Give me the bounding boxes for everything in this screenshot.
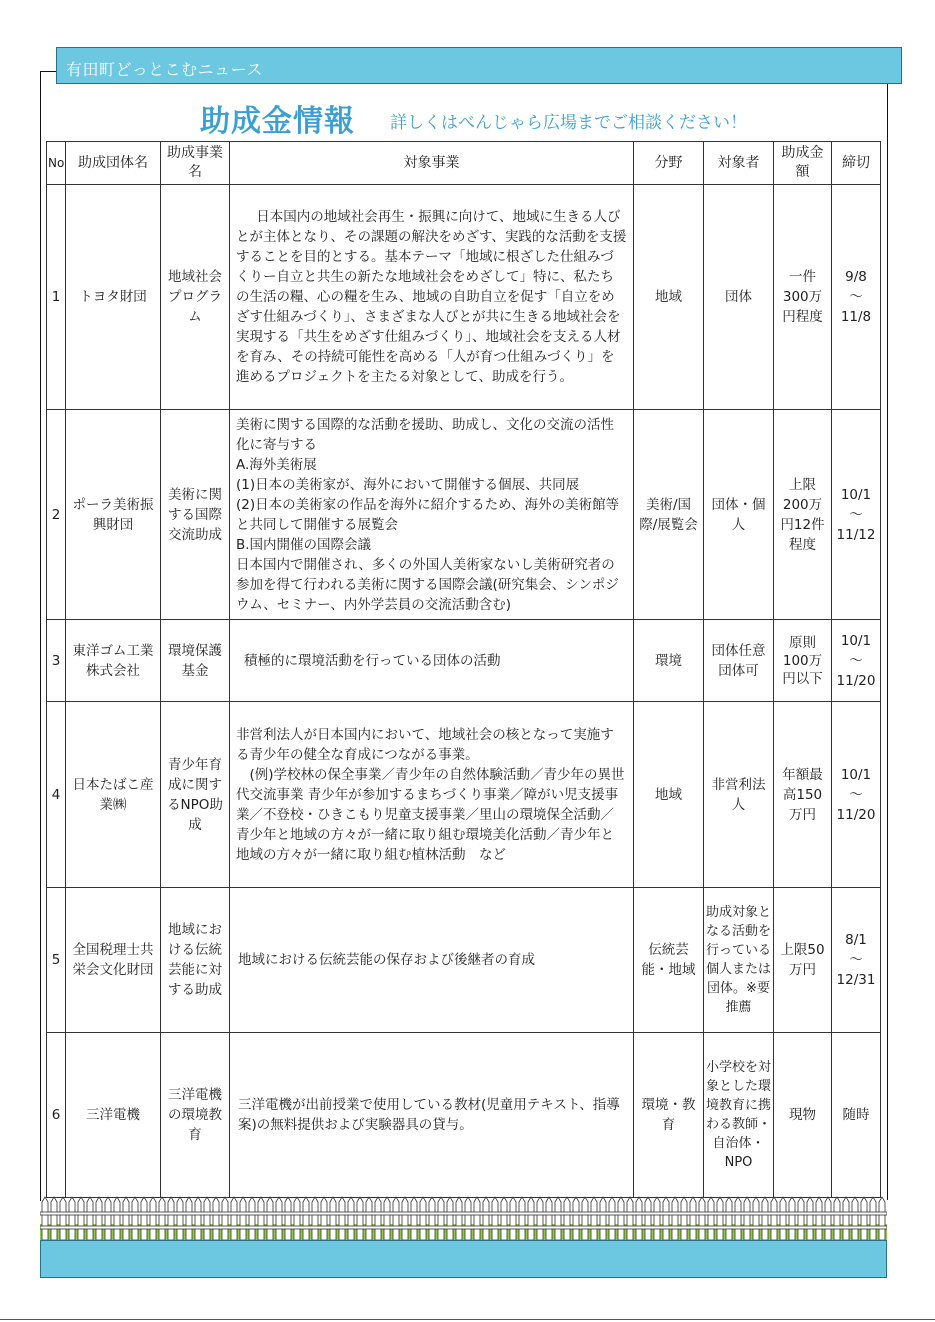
fence-picket [447, 1197, 453, 1240]
deadline-sep: ～ [849, 952, 863, 968]
fence-picket [195, 1197, 201, 1240]
fence-picket [186, 1197, 192, 1240]
row-program: 三洋電機の環境教育 [161, 1033, 230, 1198]
desc-line: A.海外美術展 [236, 456, 317, 473]
fence-picket [384, 1197, 390, 1240]
header-field: 分野 [634, 142, 704, 185]
deadline-sep: ～ [849, 506, 863, 523]
footer-banner [40, 1240, 887, 1278]
fence-picket [366, 1197, 372, 1240]
fence-picket [483, 1197, 489, 1240]
header-program: 助成事業名 [161, 142, 230, 185]
deadline-end: 11/12 [836, 526, 876, 543]
fence-picket [816, 1197, 822, 1240]
fence-picket [519, 1197, 525, 1240]
fence-picket [780, 1197, 786, 1240]
fence-picket [465, 1197, 471, 1240]
fence-picket [681, 1197, 687, 1240]
row-eligible: 非営利法人 [704, 702, 774, 888]
fence-picket [339, 1197, 345, 1240]
fence-picket [699, 1197, 705, 1240]
fence-picket [609, 1197, 615, 1240]
header-target: 対象事業 [230, 142, 634, 185]
row-no: 6 [47, 1033, 66, 1198]
fence-picket [672, 1197, 678, 1240]
row-description: 地域における伝統芸能の保存および後継者の育成 [230, 888, 634, 1033]
fence-picket [402, 1197, 408, 1240]
row-description [230, 410, 634, 620]
fence-picket [438, 1197, 444, 1240]
fence-picket [771, 1197, 777, 1240]
row-org: 東洋ゴム工業株式会社 [66, 620, 161, 702]
row-org: 全国税理士共栄会文化財団 [66, 888, 161, 1033]
table-row [47, 888, 881, 1033]
fence-picket [60, 1197, 66, 1240]
fence-picket [528, 1197, 534, 1240]
row-eligible: 団体・個人 [704, 410, 774, 620]
fence-picket [474, 1197, 480, 1240]
row-program: 地域における伝統芸能に対する助成 [161, 888, 230, 1033]
row-field: 伝統芸能・地域 [634, 888, 704, 1033]
row-org: ポーラ美術振興財団 [66, 410, 161, 620]
desc-line: 非営利法人が日本国内において、地域社会の核となって実施する青少年の健全な育成につながる事業。 [236, 726, 614, 763]
fence-picket [870, 1197, 876, 1240]
fence-picket [321, 1197, 327, 1240]
desc-line: 美術に関する国際的な活動を援助、助成し、文化の交流の活性化に寄与する [236, 416, 614, 453]
deadline-end: 11/8 [840, 309, 872, 325]
fence-picket [96, 1197, 102, 1240]
row-eligible: 団体任意団体可 [704, 620, 774, 702]
row-eligible: 小学校を対象とした環境教育に携わる教師・自治体・NPO [704, 1033, 774, 1198]
fence-picket [393, 1197, 399, 1240]
fence-picket [636, 1197, 642, 1240]
desc-line: (例)学校林の保全事業／青少年の自然体験活動／青少年の異世代交流事業 青少年が参加するまちづくり事業／障がい児支援事業／不登校・ひきこもり児童支援事業／里山の環境保全活動／青少年と地域の方々が一緒に取り組む環境美化活動／青少年と地域の方々が一緒に取り組む植林活動 など [236, 766, 625, 863]
table-row [47, 410, 881, 620]
fence-picket [87, 1197, 93, 1240]
fence-picket [546, 1197, 552, 1240]
row-description: 三洋電機が出前授業で使用している教材(児童用テキスト、指導案)の無料提供および実験器具の貸与。 [230, 1033, 634, 1198]
row-description [230, 702, 634, 888]
fence-picket [105, 1197, 111, 1240]
row-eligible: 団体 [704, 185, 774, 410]
fence-picket [78, 1197, 84, 1240]
fence-picket [456, 1197, 462, 1240]
row-program: 青少年育成に関するNPO助成 [161, 702, 230, 888]
row-deadline [832, 702, 881, 888]
row-eligible: 助成対象となる活動を行っている個人または団体。※要推薦 [704, 888, 774, 1033]
table-row [47, 1033, 881, 1198]
row-no: 5 [47, 888, 66, 1033]
row-description: 日本国内の地域社会再生・振興に向けて、地域に生きる人びとが主体となり、その課題の解決をめざす、実践的な活動を支援することを目的とする。基本テーマ「地域に根ざした仕組みづくりー自立と共生の新たな地域社会をめざして」特に、私たちの生活の糧、心の糧を生み、地域の自助自立を促す「自立をめざす仕組みづくり」、さまざまな人びとが共に生きる地域社会を実現する「共生をめざす仕組みづくり」、地域社会を支える人材を育み、その持続可能性を高める「人が育つ仕組みづくり」を進めるプロジェクトを主たる対象として、助成を行う。 [230, 185, 634, 410]
fence-picket [294, 1197, 300, 1240]
header-no: No [47, 142, 66, 185]
row-deadline [832, 1033, 881, 1198]
row-deadline [832, 620, 881, 702]
deadline-start: 9/8 [845, 269, 867, 285]
fence-picket [231, 1197, 237, 1240]
desc-line: (2)日本の美術家の作品を海外に紹介するため、海外の美術館等と共同して開催する展覧会 [236, 496, 620, 533]
fence-picket [555, 1197, 561, 1240]
row-field: 地域 [634, 702, 704, 888]
picket-fence-decoration [40, 1196, 887, 1242]
deadline-start: 随時 [842, 1107, 870, 1123]
fence-picket [753, 1197, 759, 1240]
row-no: 1 [47, 185, 66, 410]
fence-picket [564, 1197, 570, 1240]
fence-picket [420, 1197, 426, 1240]
fence-picket [357, 1197, 363, 1240]
deadline-start: 10/1 [840, 632, 872, 649]
fence-picket [843, 1197, 849, 1240]
fence-picket [654, 1197, 660, 1240]
fence-picket [852, 1197, 858, 1240]
frame-line-left [40, 71, 41, 1201]
fence-picket [249, 1197, 255, 1240]
fence-picket [411, 1197, 417, 1240]
fence-picket [132, 1197, 138, 1240]
row-amount: 上限200万円12件程度 [774, 410, 832, 620]
table-row [47, 620, 881, 702]
row-program: 地域社会プログラム [161, 185, 230, 410]
row-no: 3 [47, 620, 66, 702]
header-deadline: 締切 [832, 142, 881, 185]
table-row [47, 702, 881, 888]
header-amount: 助成金額 [774, 142, 832, 185]
fence-picket [150, 1197, 156, 1240]
desc-line: 日本国内で開催され、多くの外国人美術家ないし美術研究者の参加を得て行われる美術に関する国際会議(研究集会、シンポジウム、セミナー、内外学芸員の交流活動含む) [236, 556, 619, 613]
row-deadline [832, 888, 881, 1033]
fence-picket [69, 1197, 75, 1240]
row-program: 環境保護基金 [161, 620, 230, 702]
page-bottom-line [0, 1319, 935, 1320]
fence-picket [222, 1197, 228, 1240]
deadline-start: 8/1 [845, 932, 867, 948]
fence-picket [627, 1197, 633, 1240]
grants-table [46, 141, 881, 1198]
row-program: 美術に関する国際交流助成 [161, 410, 230, 620]
row-field: 地域 [634, 185, 704, 410]
page-title: 助成金情報 [200, 104, 355, 139]
row-no: 4 [47, 702, 66, 888]
row-deadline [832, 185, 881, 410]
row-field: 美術/国際/展覧会 [634, 410, 704, 620]
row-amount: 現物 [774, 1033, 832, 1198]
fence-picket [177, 1197, 183, 1240]
row-deadline [832, 410, 881, 620]
fence-picket [510, 1197, 516, 1240]
table-header-row [47, 142, 881, 185]
fence-picket [744, 1197, 750, 1240]
fence-picket [663, 1197, 669, 1240]
fence-picket [168, 1197, 174, 1240]
deadline-end: 12/31 [836, 972, 876, 988]
fence-picket [285, 1197, 291, 1240]
fence-picket [141, 1197, 147, 1240]
fence-picket [213, 1197, 219, 1240]
row-org: 日本たばこ産業㈱ [66, 702, 161, 888]
fence-picket [735, 1197, 741, 1240]
fence-picket [645, 1197, 651, 1240]
deadline-end: 11/20 [836, 672, 876, 689]
row-description: 積極的に環境活動を行っている団体の活動 [230, 620, 634, 702]
fence-picket [51, 1197, 57, 1240]
fence-picket [312, 1197, 318, 1240]
fence-picket [591, 1197, 597, 1240]
deadline-end: 11/20 [836, 806, 876, 823]
fence-picket [573, 1197, 579, 1240]
fence-picket [717, 1197, 723, 1240]
deadline-sep: ～ [849, 652, 863, 669]
fence-picket [42, 1197, 48, 1240]
table-row [47, 185, 881, 410]
fence-picket [303, 1197, 309, 1240]
fence-picket [879, 1197, 885, 1240]
desc-line: (1)日本の美術家が、海外において開催する個展、共同展 [236, 476, 580, 493]
deadline-sep: ～ [849, 786, 863, 803]
fence-picket [807, 1197, 813, 1240]
row-org: 三洋電機 [66, 1033, 161, 1198]
deadline-start: 10/1 [840, 766, 872, 783]
fence-picket [861, 1197, 867, 1240]
frame-line-top-left [40, 71, 57, 72]
fence-picket [159, 1197, 165, 1240]
page-subtitle: 詳しくはべんじゃら広場までご相談ください！ [390, 113, 747, 133]
fence-picket [798, 1197, 804, 1240]
fence-picket [789, 1197, 795, 1240]
fence-picket [276, 1197, 282, 1240]
fence-picket [708, 1197, 714, 1240]
deadline-start: 10/1 [840, 486, 872, 503]
fence-picket [825, 1197, 831, 1240]
fence-picket [537, 1197, 543, 1240]
fence-picket [330, 1197, 336, 1240]
row-amount: 一件300万円程度 [774, 185, 832, 410]
header-org: 助成団体名 [66, 142, 161, 185]
fence-picket [618, 1197, 624, 1240]
fence-picket [348, 1197, 354, 1240]
fence-picket [204, 1197, 210, 1240]
frame-line-right [887, 84, 888, 1200]
fence-picket [375, 1197, 381, 1240]
desc-line: B.国内開催の国際会議 [236, 536, 372, 553]
fence-picket [690, 1197, 696, 1240]
fence-picket [123, 1197, 129, 1240]
fence-picket [726, 1197, 732, 1240]
row-no: 2 [47, 410, 66, 620]
row-amount: 上限50万円 [774, 888, 832, 1033]
fence-picket [582, 1197, 588, 1240]
row-amount: 年額最高150万円 [774, 702, 832, 888]
fence-picket [600, 1197, 606, 1240]
header-eligible: 対象者 [704, 142, 774, 185]
fence-picket [258, 1197, 264, 1240]
fence-picket [501, 1197, 507, 1240]
fence-picket [240, 1197, 246, 1240]
row-amount: 原則100万円以下 [774, 620, 832, 702]
fence-picket [429, 1197, 435, 1240]
fence-picket [492, 1197, 498, 1240]
fence-picket [834, 1197, 840, 1240]
row-field: 環境 [634, 620, 704, 702]
row-org: トヨタ財団 [66, 185, 161, 410]
fence-picket [114, 1197, 120, 1240]
fence-picket [762, 1197, 768, 1240]
newsletter-title: 有田町どっとこむニュース [66, 60, 263, 79]
fence-picket [267, 1197, 273, 1240]
row-field: 環境・教育 [634, 1033, 704, 1198]
deadline-sep: ～ [849, 289, 863, 305]
